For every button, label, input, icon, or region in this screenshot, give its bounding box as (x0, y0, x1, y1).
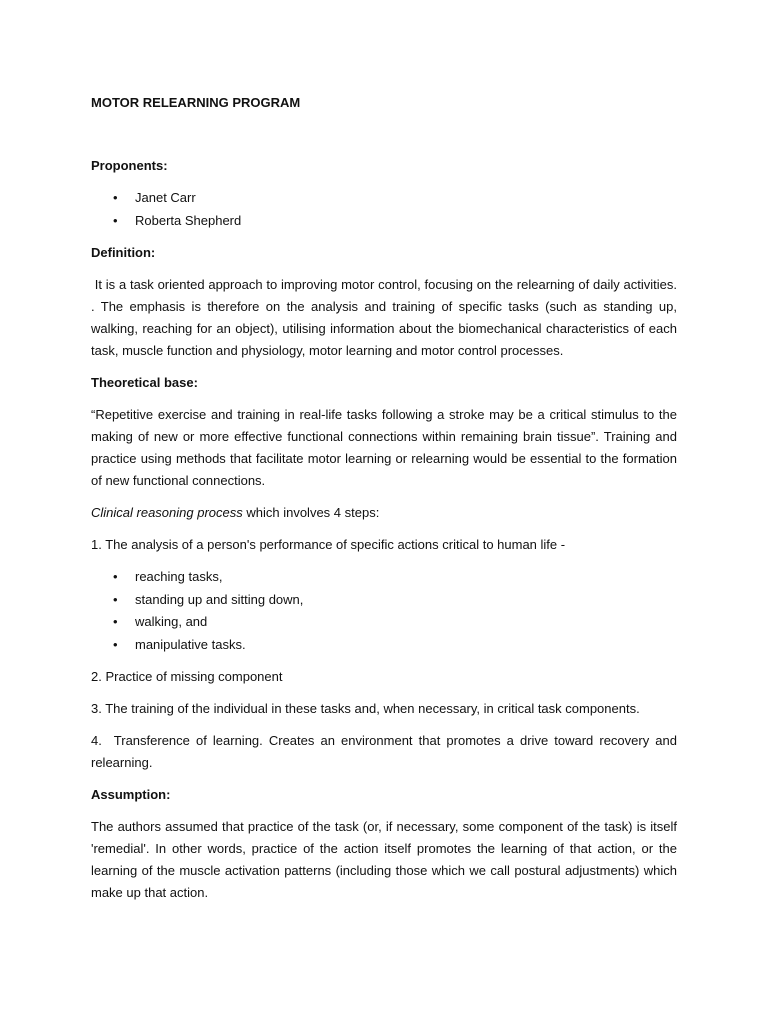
proponents-heading: Proponents: (91, 158, 168, 173)
assumption-paragraph: The authors assumed that practice of the task (or, if necessary, some component of the task) is itself 'remedial'. In other words, practice of the action itself promotes the learning of that action, or the learning of the muscle activation patterns (including those which we call postural adjustments) which make up that action. (91, 819, 677, 900)
step-2: 2. Practice of missing component (91, 669, 283, 684)
list-item: • standing up and sitting down, (91, 589, 677, 612)
step-1-list (91, 566, 677, 656)
list-item: • manipulative tasks. (91, 634, 677, 657)
step-1: 1. The analysis of a person's performance of specific actions critical to human life - (91, 537, 566, 552)
document-page (91, 92, 681, 914)
proponents-list (91, 187, 677, 232)
bullet-icon: • (113, 190, 118, 205)
step-4: 4. Transference of learning. Creates an environment that promotes a drive toward recovery and relearning. (91, 733, 681, 770)
bullet-icon: • (113, 614, 118, 629)
step-3: 3. The training of the individual in these tasks and, when necessary, in critical task components. (91, 701, 640, 716)
list-item: • walking, and (91, 611, 677, 634)
definition-paragraph: It is a task oriented approach to improving motor control, focusing on the relearning of daily activities. . The emphasis is therefore on the analysis and training of specific tasks (such as standing up, walking, reaching for an object), utilising information about the biomechanical characteristics of each task, muscle function and physiology, motor learning and motor control processes. (91, 277, 681, 358)
list-item: • Roberta Shepherd (91, 210, 677, 233)
theoretical-base-heading: Theoretical base: (91, 375, 198, 390)
clinical-reasoning-term: Clinical reasoning process (91, 505, 243, 520)
assumption-heading: Assumption: (91, 787, 171, 802)
list-item: • reaching tasks, (91, 566, 677, 589)
bullet-icon: • (113, 636, 118, 652)
document-title: MOTOR RELEARNING PROGRAM (91, 95, 301, 110)
theoretical-base-paragraph: “Repetitive exercise and training in real-life tasks following a stroke may be a critical stimulus to the making of new or more effective functional connections within remaining brain tissue”. Training and practice using methods that facilitate motor learning or relearning would be essential to the formation of new functional connections. (91, 407, 677, 488)
bullet-icon: • (113, 569, 118, 584)
bullet-icon: • (113, 212, 118, 228)
clinical-reasoning-rest: which involves 4 steps: (242, 505, 380, 520)
bullet-icon: • (113, 591, 118, 607)
list-item: • Janet Carr (91, 187, 677, 210)
clinical-reasoning-line (91, 502, 677, 524)
definition-heading: Definition: (91, 245, 156, 260)
